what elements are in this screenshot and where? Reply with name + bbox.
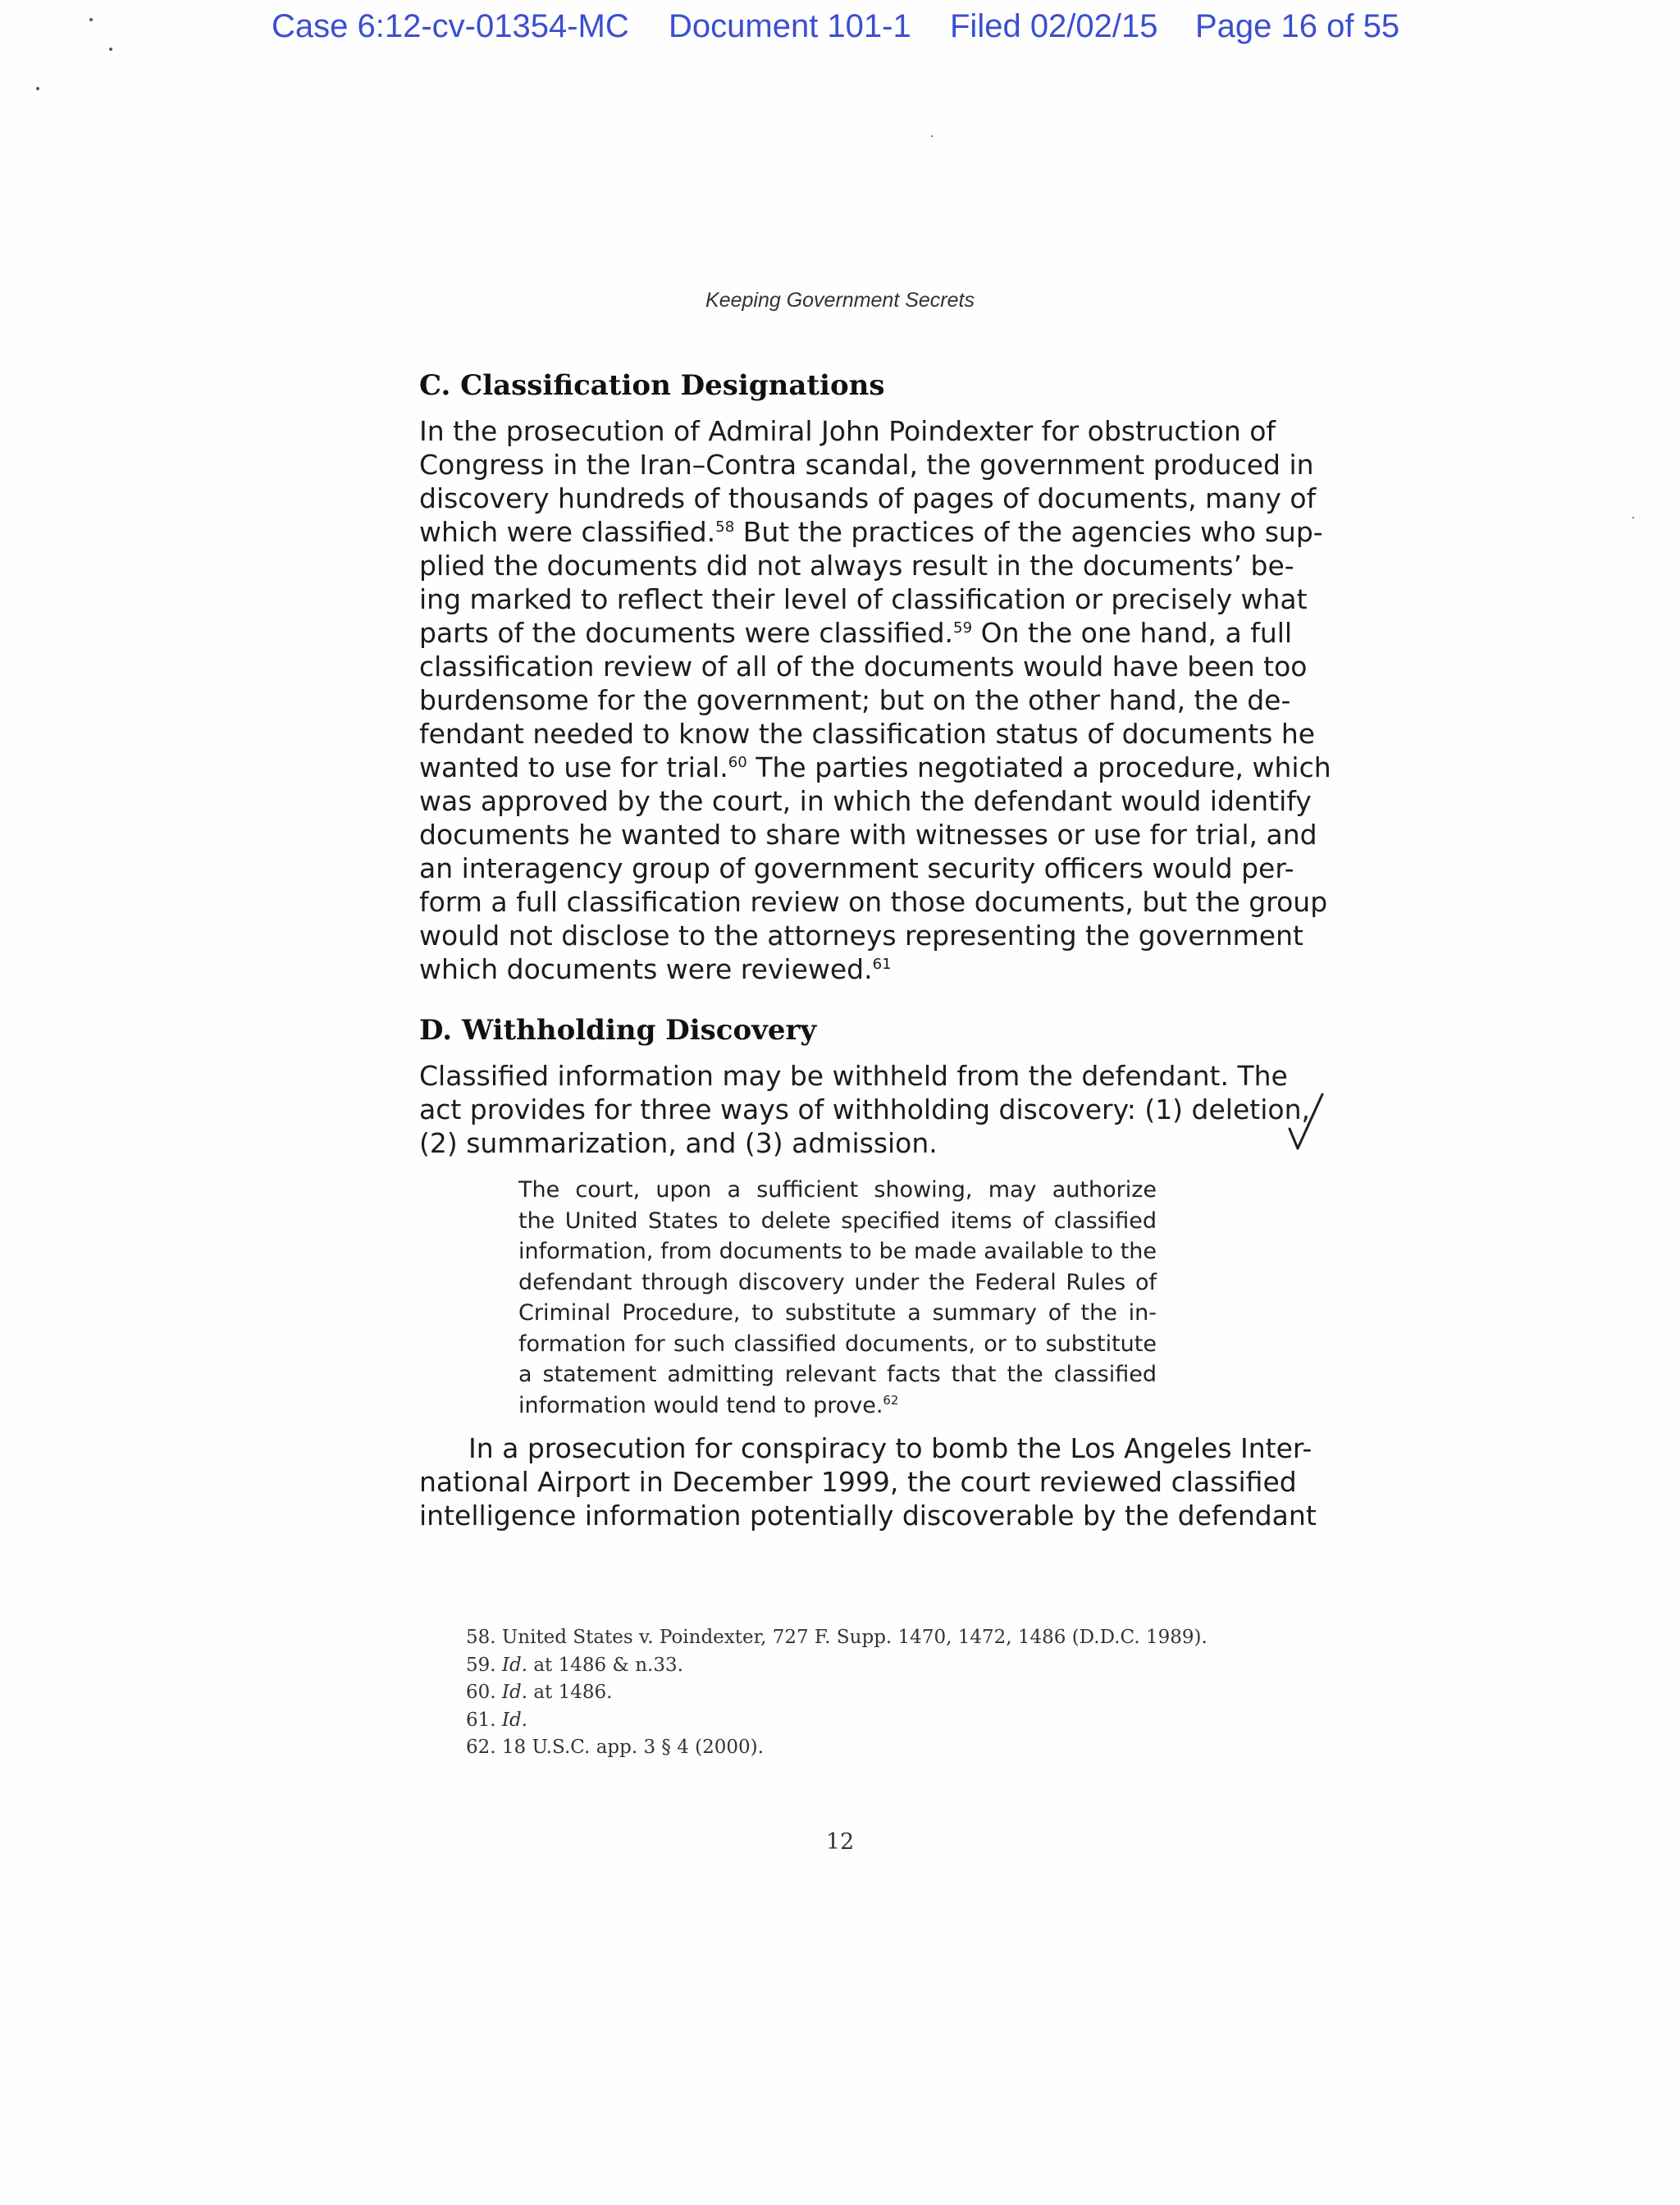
running-head: Keeping Government Secrets xyxy=(705,289,975,312)
quote-line: information, from documents to be made available to the xyxy=(518,1239,1157,1264)
text-line: plied the documents did not always result in the documents’ be- xyxy=(419,550,1294,582)
text-line: act provides for three ways of withholding discovery: (1) deletion, xyxy=(419,1093,1310,1125)
stamp-page-count: Page 16 of 55 xyxy=(1195,8,1400,44)
scan-speck xyxy=(1632,517,1634,518)
stamp-filed-date: Filed 02/02/15 xyxy=(950,8,1158,44)
text-line: classification review of all of the documents would have been too xyxy=(419,651,1308,682)
quote-line: Criminal Procedure, to substitute a summary of the in- xyxy=(518,1300,1157,1326)
footnote: 58. United States v. Poindexter, 727 F. Supp. 1470, 1472, 1486 (D.D.C. 1989). xyxy=(466,1627,1208,1648)
quote-line: defendant through discovery under the Federal Rules of xyxy=(518,1269,1157,1295)
text-line: national Airport in December 1999, the court reviewed classified xyxy=(419,1466,1297,1498)
text-line: wanted to use for trial.$^{60}$ The parties negotiated a procedure, which xyxy=(419,751,1331,783)
section-d-heading: D. Withholding Discovery xyxy=(419,1014,817,1047)
text-line: Congress in the Iran–Contra scandal, the government produced in xyxy=(419,449,1314,481)
text-line: which documents were reviewed.$^{61}$ xyxy=(419,953,892,985)
text-line: would not disclose to the attorneys representing the government xyxy=(419,920,1303,952)
statute-block-quote xyxy=(518,1175,1157,1421)
text-line: form a full classification review on those documents, but the group xyxy=(419,886,1328,918)
footnote: 61. Id. xyxy=(466,1709,528,1731)
scan-speck xyxy=(109,48,112,51)
text-line: In the prosecution of Admiral John Poindexter for obstruction of xyxy=(419,415,1276,447)
scan-speck xyxy=(89,18,93,21)
section-d-continuation xyxy=(419,1431,1317,1532)
text-line: which were classified.$^{58}$ But the practices of the agencies who sup- xyxy=(419,516,1323,548)
stamp-document-number: Document 101-1 xyxy=(669,8,911,44)
section-d-paragraph xyxy=(419,1059,1310,1160)
text-line: was approved by the court, in which the defendant would identify xyxy=(419,785,1312,817)
quote-line: The court, upon a sufficient showing, may authorize xyxy=(518,1177,1157,1203)
footnote: 62. 18 U.S.C. app. 3 § 4 (2000). xyxy=(466,1737,764,1758)
section-c-heading: C. Classification Designations xyxy=(419,369,885,402)
text-line: intelligence information potentially discoverable by the defendant xyxy=(419,1500,1317,1532)
quote-line: the United States to delete specified items of classified xyxy=(518,1208,1157,1234)
quote-line: information would tend to prove.$^{62}$ xyxy=(518,1392,899,1418)
text-line: parts of the documents were classified.$^{59}$ On the one hand, a full xyxy=(419,617,1293,649)
handwritten-checkmark-icon xyxy=(1286,1091,1326,1153)
footnote: 59. Id. at 1486 & n.33. xyxy=(466,1654,683,1676)
text-line: Classified information may be withheld from the defendant. The xyxy=(419,1060,1288,1092)
quote-line: a statement admitting relevant facts that the classified xyxy=(518,1362,1157,1387)
scan-speck xyxy=(931,135,933,137)
footnote: 60. Id. at 1486. xyxy=(466,1682,613,1703)
footnote-ref[interactable]: 59 xyxy=(953,619,973,637)
stamp-case-number: Case 6:12-cv-01354-MC xyxy=(272,8,629,44)
text-line: discovery hundreds of thousands of pages of documents, many of xyxy=(419,482,1317,514)
page-number: 12 xyxy=(825,1829,855,1855)
text-line: In a prosecution for conspiracy to bomb the Los Angeles Inter- xyxy=(468,1432,1312,1464)
scan-speck xyxy=(36,87,39,90)
footnote-ref[interactable]: 58 xyxy=(715,518,735,536)
quote-line: formation for such classified documents, or to substitute xyxy=(518,1331,1157,1357)
text-line: (2) summarization, and (3) admission. xyxy=(419,1127,938,1159)
text-line: documents he wanted to share with witnesses or use for trial, and xyxy=(419,819,1317,851)
footnote-ref[interactable]: 60 xyxy=(728,754,747,771)
text-line: ing marked to reflect their level of classification or precisely what xyxy=(419,583,1308,615)
text-line: fendant needed to know the classification status of documents he xyxy=(419,718,1316,750)
text-line: an interagency group of government security officers would per- xyxy=(419,852,1294,884)
text-line: burdensome for the government; but on the other hand, the de- xyxy=(419,684,1291,716)
footnotes xyxy=(466,1624,1208,1762)
footnote-ref[interactable]: 61 xyxy=(872,956,892,973)
footnote-ref[interactable]: 62 xyxy=(883,1392,899,1408)
section-c-paragraph xyxy=(419,414,1331,986)
